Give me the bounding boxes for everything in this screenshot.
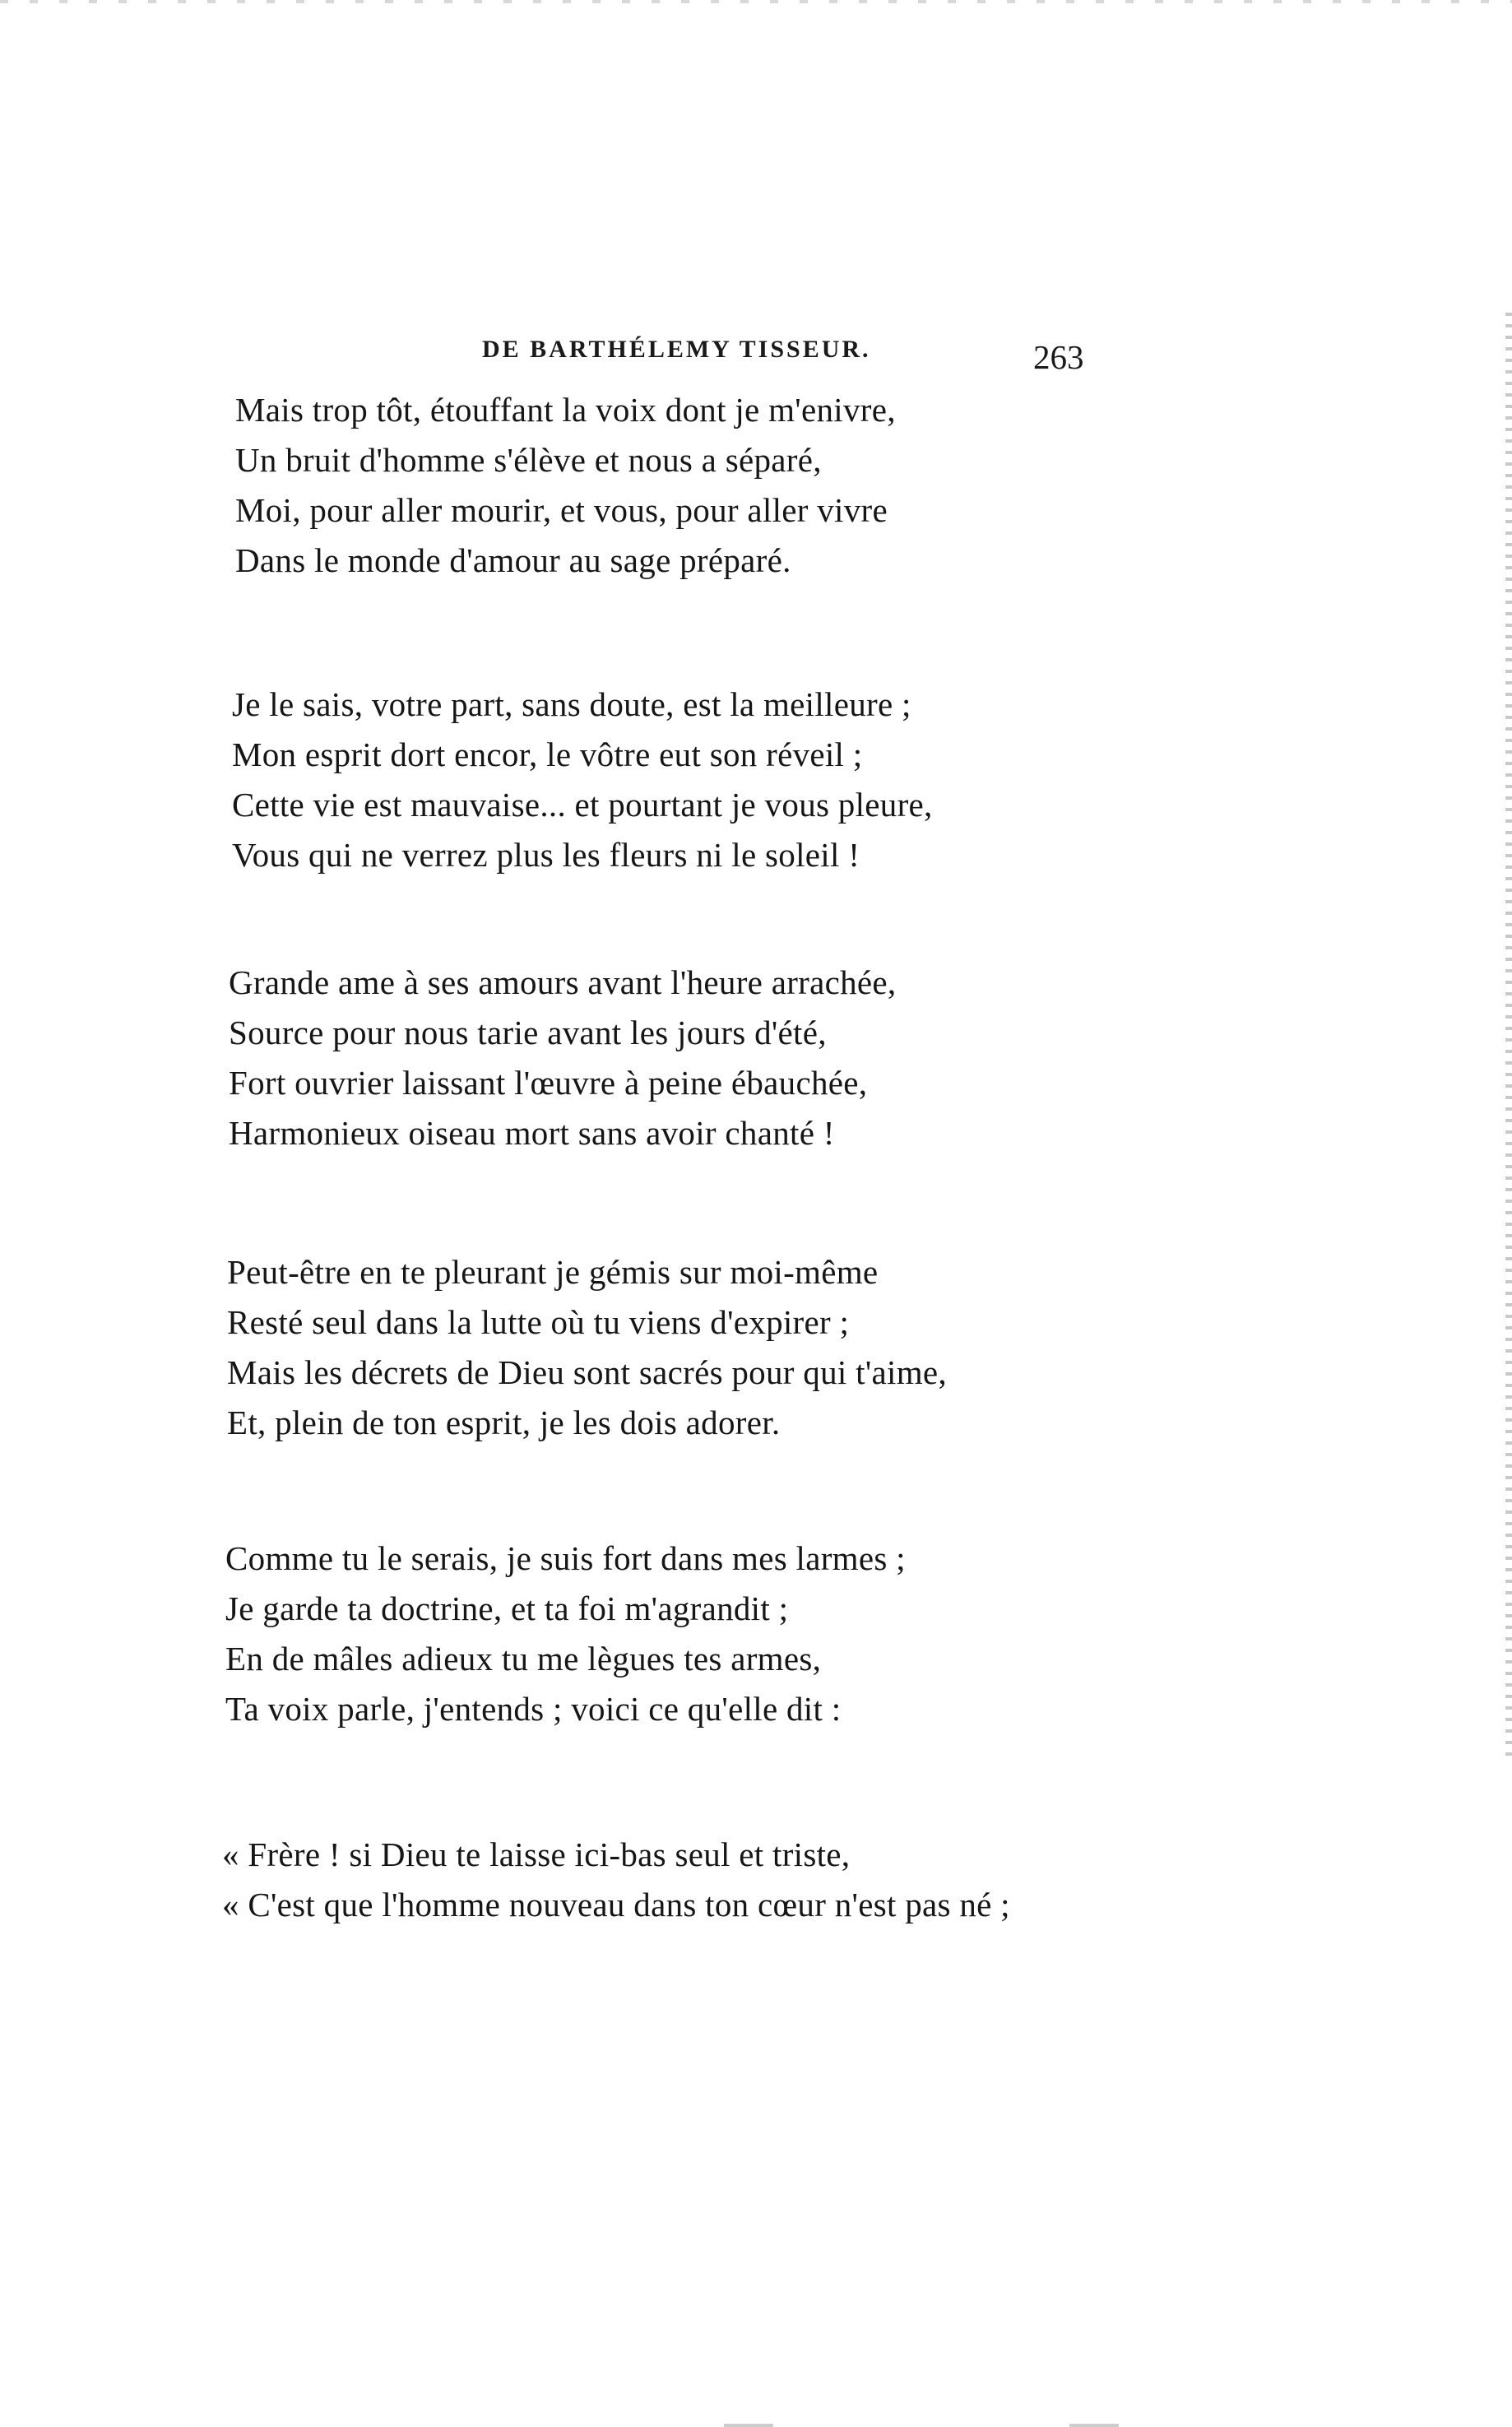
verse-line: Cette vie est mauvaise... et pourtant je vous pleure, [232,786,933,824]
verse-line: Harmonieux oiseau mort sans avoir chanté ! [229,1114,835,1152]
stanza [229,958,1166,1158]
verse-line: Source pour nous tarie avant les jours d'été, [229,1014,827,1051]
verse-line: Je garde ta doctrine, et ta foi m'agrandit ; [225,1589,789,1627]
verse-line: Fort ouvrier laissant l'œuvre à peine ébauchée, [229,1064,868,1102]
scan-right-edge [1505,313,1512,1761]
stanza [227,1247,1165,1448]
running-title: DE BARTHÉLEMY TISSEUR. [482,336,871,363]
verse-line: Dans le monde d'amour au sage préparé. [235,541,791,579]
verse-line: Peut-être en te pleurant je gémis sur moi-même [227,1253,879,1291]
verse-line: Et, plein de ton esprit, je les dois adorer. [227,1404,781,1441]
verse-line: Je le sais, votre part, sans doute, est la meilleure ; [232,685,911,723]
page-number: 263 [1033,338,1084,376]
verse-line: « Frère ! si Dieu te laisse ici-bas seul et triste, [222,1835,851,1873]
stanza [232,680,1170,880]
stanza [235,385,1173,586]
verse-line: Vous qui ne verrez plus les fleurs ni le soleil ! [232,836,860,874]
verse-line: Resté seul dans la lutte où tu viens d'expirer ; [227,1303,850,1341]
verse-line: Mon esprit dort encor, le vôtre eut son réveil ; [232,736,863,773]
verse-line: Moi, pour aller mourir, et vous, pour aller vivre [235,491,888,529]
verse-line: Un bruit d'homme s'élève et nous a séparé, [235,441,822,479]
verse-line: En de mâles adieux tu me lègues tes armes, [225,1640,822,1678]
stanza [222,1830,1160,1930]
verse-line: Comme tu le serais, je suis fort dans mes larmes ; [225,1539,906,1577]
verse-line: « C'est que l'homme nouveau dans ton cœur n'est pas né ; [222,1886,1010,1924]
verse-line: Mais les décrets de Dieu sont sacrés pour qui t'aime, [227,1353,947,1391]
scan-top-edge [0,0,1512,3]
verse-line: Grande ame à ses amours avant l'heure arrachée, [229,963,897,1001]
verse-line: Mais trop tôt, étouffant la voix dont je m'enivre, [235,391,896,429]
verse-line: Ta voix parle, j'entends ; voici ce qu'elle dit : [225,1690,842,1728]
stanza [225,1534,1163,1734]
scan-bottom-edge [724,2424,1349,2427]
